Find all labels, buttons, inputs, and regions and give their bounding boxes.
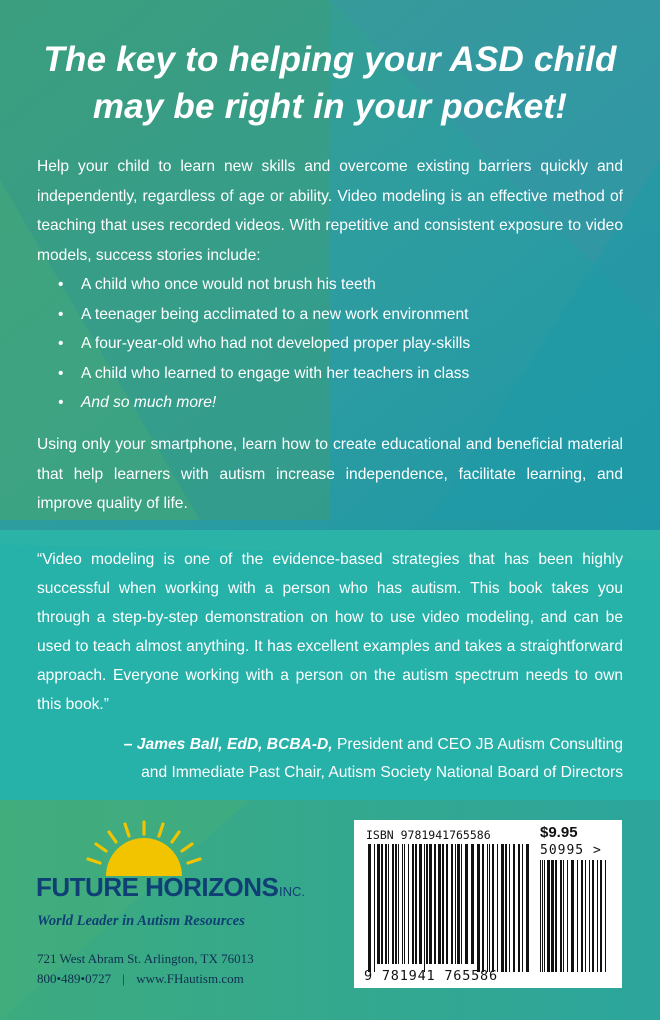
- barcode-bar: [395, 844, 397, 964]
- barcode-bar: [567, 860, 568, 972]
- list-item: • A child who once would not brush his teeth: [58, 270, 618, 300]
- barcode-bar: [605, 860, 606, 972]
- price-code: 50995 >: [540, 843, 602, 858]
- barcode-bar: [497, 844, 498, 972]
- barcode-bar: [429, 844, 432, 964]
- barcode-bar: [501, 844, 504, 972]
- list-item: • A four-year-old who had not developed proper play-skills: [58, 329, 618, 359]
- publisher-tagline: World Leader in Autism Resources: [37, 913, 245, 929]
- headline-line-2: may be right in your pocket!: [92, 87, 568, 126]
- barcode-bar: [560, 860, 562, 972]
- barcode-bar: [465, 844, 468, 964]
- barcode-bar: [402, 844, 403, 964]
- barcode-bar: [374, 844, 375, 972]
- barcode-bar: [492, 844, 494, 972]
- contact-separator: |: [122, 971, 125, 986]
- barcode-bar: [438, 844, 441, 964]
- quote-author-affiliation: and Immediate Past Chair, Autism Society National Board of Directors: [141, 764, 623, 781]
- barcode-bar: [368, 844, 371, 972]
- barcode: [354, 820, 622, 988]
- publisher-name: FUTURE HORIZONS: [36, 872, 279, 902]
- quote-author-role: President and CEO JB Autism Consulting: [332, 736, 623, 753]
- barcode-bar: [542, 860, 543, 972]
- barcode-bar: [457, 844, 460, 964]
- barcode-bar: [388, 844, 389, 964]
- price: $9.95: [540, 824, 578, 841]
- publisher-phone: 800•489•0727: [37, 971, 112, 986]
- barcode-bar: [477, 844, 480, 972]
- barcode-bar: [415, 844, 417, 964]
- barcode-bar: [540, 860, 541, 972]
- publisher-address: 721 West Abram St. Arlington, TX 76013: [37, 951, 254, 966]
- list-item: • A child who learned to engage with her teachers in class: [58, 359, 618, 389]
- barcode-bar: [424, 844, 425, 972]
- barcode-bar: [419, 844, 422, 964]
- barcode-bar: [408, 844, 409, 964]
- testimonial-quote: “Video modeling is one of the evidence-based strategies that has been highly successful when working with a person who has autism. This book takes you through a step-by-step demonstration on how to use video modeling, and can be used to teach almost anything. It has excellent examples and takes a straightforward approach. Everyone working with a person on the autism spectrum needs to own this book.”: [37, 551, 623, 713]
- quote-author: – James Ball, EdD, BCBA-D,: [123, 736, 333, 753]
- barcode-bar: [487, 844, 488, 972]
- barcode-bar: [451, 844, 453, 964]
- barcode-bar: [509, 844, 510, 972]
- isbn-number: ISBN 9781941765586: [366, 828, 491, 842]
- barcode-bar: [563, 860, 564, 972]
- barcode-bar: [455, 844, 456, 964]
- barcode-bar: [585, 860, 586, 972]
- success-stories-list: [58, 270, 618, 418]
- barcode-bar: [597, 860, 598, 972]
- barcode-bar: [577, 860, 578, 972]
- barcode-bar: [513, 844, 515, 972]
- barcode-bar: [442, 844, 444, 964]
- barcode-bar: [471, 844, 474, 964]
- barcode-bar: [426, 844, 428, 964]
- barcode-bar: [434, 844, 436, 964]
- closing-paragraph: Using only your smartphone, learn how to create educational and beneficial material that help learners with autism increase independence, facilitate learning, and improve quality of life.: [37, 436, 623, 512]
- barcode-digits: 9 781941 765586: [364, 968, 498, 984]
- barcode-bar: [392, 844, 394, 964]
- headline: [0, 36, 660, 130]
- publisher-suffix: INC.: [279, 884, 305, 899]
- barcode-bar: [544, 860, 545, 972]
- barcode-bar: [526, 844, 529, 972]
- list-item: • And so much more!: [58, 388, 618, 418]
- barcode-bar: [555, 860, 557, 972]
- headline-line-1: The key to helping your ASD child: [43, 40, 617, 79]
- barcode-bar: [385, 844, 387, 964]
- barcode-bar: [581, 860, 583, 972]
- barcode-bar: [547, 860, 550, 972]
- barcode-bar: [489, 844, 490, 972]
- intro-paragraph: Help your child to learn new skills and overcome existing barriers quickly and independently, regardless of age or ability. Video modeling is an effective method of teaching that uses recorded videos. With repetitive and consistent exposure to video models, success stories include:: [37, 158, 623, 264]
- barcode-bar: [551, 860, 554, 972]
- price-barcode-bars: [540, 860, 610, 972]
- sun-icon: [88, 822, 200, 876]
- barcode-bar: [461, 844, 462, 964]
- barcode-bar: [522, 844, 523, 972]
- publisher-contact: [37, 949, 254, 989]
- barcode-bar: [589, 860, 590, 972]
- barcode-bar: [505, 844, 507, 972]
- barcode-bar: [412, 844, 414, 964]
- barcode-bar: [518, 844, 520, 972]
- barcode-bar: [592, 860, 594, 972]
- barcode-bar: [482, 844, 484, 972]
- barcode-bar: [377, 844, 380, 964]
- publisher-website[interactable]: www.FHautism.com: [136, 971, 244, 986]
- barcode-bar: [381, 844, 383, 964]
- testimonial-attribution: [37, 731, 623, 787]
- publisher-logo: [36, 818, 316, 918]
- list-item: • A teenager being acclimated to a new work environment: [58, 300, 618, 330]
- barcode-bar: [398, 844, 399, 964]
- barcode-bar: [571, 860, 574, 972]
- ean-barcode-bars: [368, 844, 532, 972]
- barcode-bar: [404, 844, 405, 964]
- barcode-bar: [600, 860, 602, 972]
- barcode-bar: [446, 844, 448, 964]
